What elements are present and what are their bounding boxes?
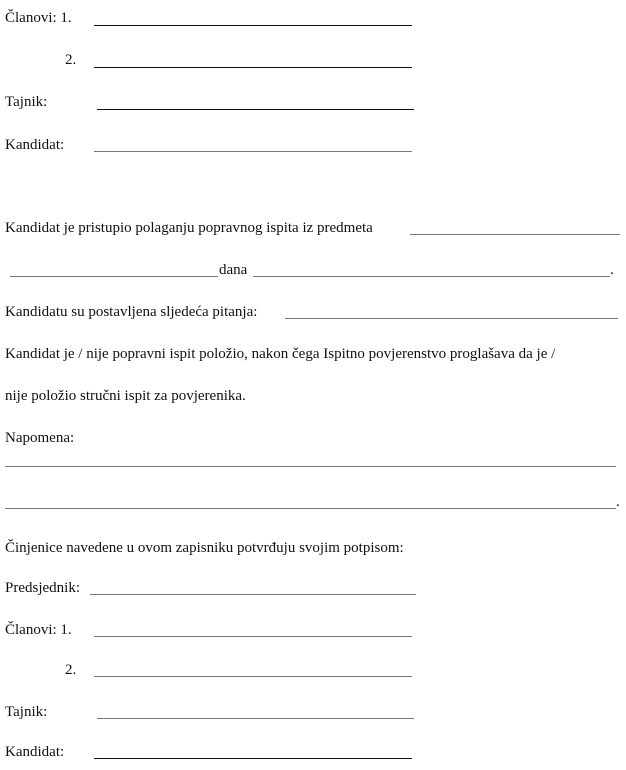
- candidate-label: Kandidat:: [5, 744, 65, 760]
- member2-signature-line[interactable]: [94, 67, 412, 68]
- subject-field-line[interactable]: [410, 234, 620, 235]
- candidate-label: Kandidat:: [5, 137, 65, 153]
- date-label: dana: [219, 262, 248, 278]
- member2-signature-line[interactable]: [94, 676, 412, 677]
- period: .: [610, 262, 614, 278]
- secretary-label: Tajnik:: [5, 94, 48, 110]
- note-label: Napomena:: [5, 430, 75, 446]
- secretary-label: Tajnik:: [5, 704, 48, 720]
- candidate-signature-line[interactable]: [94, 151, 412, 152]
- member2-label: 2.: [65, 662, 77, 678]
- member1-signature-line[interactable]: [94, 25, 412, 26]
- note-line-2[interactable]: [5, 508, 616, 509]
- questions-text: Kandidatu su postavljena sljedeća pitanja:: [5, 304, 258, 320]
- note-period: .: [616, 494, 620, 510]
- members-label: Članovi: 1.: [5, 10, 72, 26]
- confirm-text: Činjenice navedene u ovom zapisniku potvrđuju svojim potpisom:: [5, 540, 404, 556]
- member2-label: 2.: [65, 52, 77, 68]
- note-line-1[interactable]: [5, 466, 616, 467]
- candidate-signature-line[interactable]: [94, 758, 412, 759]
- date-field-line[interactable]: [253, 276, 610, 277]
- secretary-signature-line[interactable]: [97, 718, 414, 719]
- result-line-2: nije položio stručni ispit za povjerenika.: [5, 388, 246, 404]
- members-label: Članovi: 1.: [5, 622, 72, 638]
- retake-text: Kandidat je pristupio polaganju popravnog ispita iz predmeta: [5, 220, 373, 236]
- president-signature-line[interactable]: [90, 594, 416, 595]
- questions-field-line[interactable]: [285, 318, 618, 319]
- secretary-signature-line[interactable]: [97, 109, 414, 110]
- member1-signature-line[interactable]: [94, 636, 412, 637]
- subject-field-line-2[interactable]: [10, 276, 218, 277]
- result-line-1: Kandidat je / nije popravni ispit položio, nakon čega Ispitno povjerenstvo proglašava da je /: [5, 346, 556, 362]
- president-label: Predsjednik:: [5, 580, 80, 596]
